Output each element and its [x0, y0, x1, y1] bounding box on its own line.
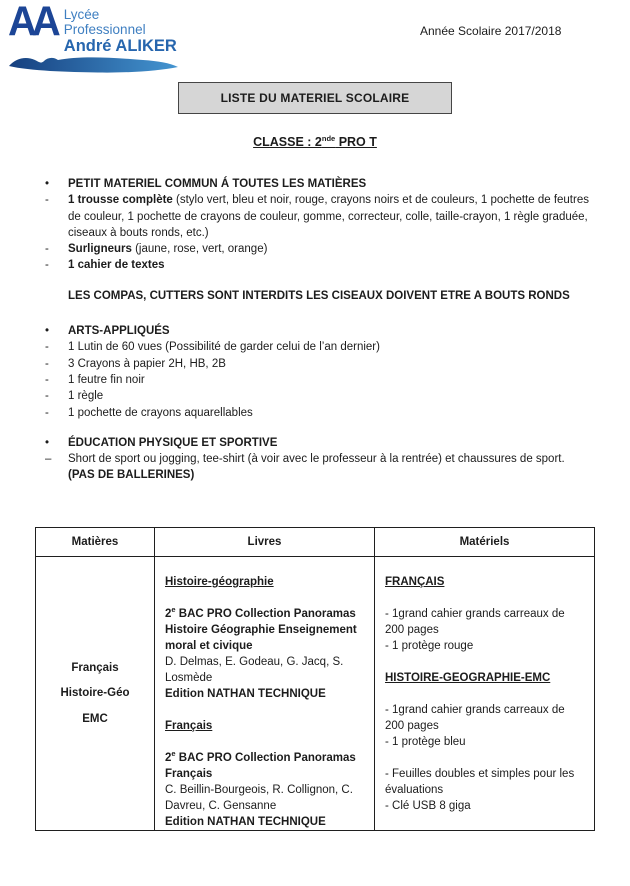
dash-marker: - — [45, 357, 49, 370]
list-item — [45, 451, 591, 484]
materiel-item: - Clé USB 8 giga — [385, 800, 471, 812]
book-edition: Edition NATHAN TECHNIQUE — [165, 816, 326, 828]
list-item-text — [68, 405, 591, 421]
section-title-row — [45, 176, 591, 192]
table-header-row — [36, 528, 594, 557]
book-grade-number: 2 — [165, 608, 172, 620]
list-item-text — [68, 451, 591, 484]
subject-label: Français — [71, 662, 119, 675]
materiel-item: - 1 protège rouge — [385, 640, 474, 652]
cell-matieres — [36, 557, 155, 830]
book-subject-title: Français — [165, 720, 213, 732]
item-pre: 3 Crayons à papier 2H, HB, 2B — [68, 357, 226, 370]
section-title: PETIT MATERIEL COMMUN Á TOUTES LES MATIÈRES — [68, 178, 367, 190]
list-item-text — [68, 192, 591, 241]
list-item-text — [68, 372, 591, 388]
bullet-marker: • — [45, 436, 50, 449]
document-body — [45, 176, 591, 484]
dash-marker: - — [45, 341, 49, 354]
materiel-subject-title: FRANÇAIS — [385, 576, 445, 588]
document-title-box — [178, 82, 452, 114]
book-grade-superscript: e — [171, 605, 176, 615]
document-title: LISTE DU MATERIEL SCOLAIRE — [220, 90, 410, 105]
class-prefix: CLASSE : 2 — [253, 135, 322, 149]
logo-initials: AA — [8, 0, 56, 46]
book-authors: C. Beillin-Bourgeois, R. Collignon, C. Davreu, C. Gensanne — [165, 784, 353, 812]
list-item — [45, 192, 591, 241]
materiel-subject-title: HISTOIRE-GEOGRAPHIE-EMC — [385, 672, 551, 684]
list-item-text — [68, 356, 591, 372]
school-logo-top — [8, 0, 184, 55]
warning-note: LES COMPAS, CUTTERS SONT INTERDITS LES CISEAUX DOIVENT ETRE A BOUTS RONDS — [68, 289, 570, 302]
dash-marker: - — [45, 243, 49, 256]
logo-subtitle: Lycée Professionnel — [63, 7, 146, 37]
class-superscript: nde — [321, 133, 336, 143]
dash-marker: - — [45, 194, 49, 207]
list-item-text — [68, 257, 591, 273]
item-pre: 1 Lutin de 60 vues (Possibilité de garder celui de l’an dernier) — [68, 341, 380, 354]
bullet-marker: • — [45, 178, 50, 190]
book-title-text: BAC PRO Collection Panoramas Histoire Géographie Enseignement moral et civique — [165, 608, 357, 652]
subject-label: EMC — [82, 712, 108, 725]
list-item — [45, 356, 591, 372]
school-logo — [8, 0, 184, 75]
book-grade-number: 2 — [165, 752, 172, 764]
list-item — [45, 405, 591, 421]
dash-marker: - — [45, 406, 49, 419]
cell-livres — [155, 557, 375, 830]
materials-table — [35, 527, 595, 831]
logo-school-name: André ALIKER — [63, 37, 177, 55]
dash-marker: - — [45, 373, 49, 386]
list-item — [45, 372, 591, 388]
section-petit-materiel — [45, 176, 591, 274]
header-livres: Livres — [155, 528, 375, 557]
item-rest: (stylo vert, bleu et noir, rouge, crayons noirs et de couleurs, 1 pochette de feutres de couleur, 1 pochette de crayons de couleur, gomme, correcteur, colle, taille-crayon, 1 règle graduée, ciseaux à bouts ronds, etc.) — [68, 194, 589, 239]
list-item — [45, 241, 591, 257]
bullet-marker: • — [45, 325, 50, 338]
materiel-item: - 1grand cahier grands carreaux de 200 pages — [385, 704, 565, 732]
list-item-text — [68, 388, 591, 404]
item-bold: (PAS DE BALLERINES) — [68, 469, 195, 482]
section-title-row — [45, 323, 591, 339]
book-subject-title: Histoire-géographie — [165, 576, 274, 588]
book-title-text: BAC PRO Collection Panoramas Français — [165, 752, 356, 780]
class-label — [253, 135, 377, 149]
header-matieres: Matières — [36, 528, 155, 557]
logo-wave-icon — [8, 55, 180, 75]
book-title — [165, 750, 366, 782]
book-edition: Edition NATHAN TECHNIQUE — [165, 688, 326, 700]
section-title: ÉDUCATION PHYSIQUE ET SPORTIVE — [68, 436, 278, 449]
dash-marker: - — [45, 259, 49, 272]
materiel-item: - 1grand cahier grands carreaux de 200 pages — [385, 608, 565, 636]
table-body-row — [36, 557, 594, 830]
list-item-text — [68, 241, 591, 257]
item-bold: 1 cahier de textes — [68, 259, 165, 272]
list-item — [45, 388, 591, 404]
item-bold: 1 trousse complète — [68, 194, 173, 207]
item-pre: 1 pochette de crayons aquarellables — [68, 406, 253, 419]
list-item-text — [68, 339, 591, 355]
section-title-row — [45, 435, 591, 451]
section-eps — [45, 435, 591, 484]
materiel-item: - Feuilles doubles et simples pour les évaluations — [385, 768, 575, 796]
book-authors: D. Delmas, E. Godeau, G. Jacq, S. Losmède — [165, 656, 344, 684]
dash-marker: – — [45, 453, 52, 466]
section-arts-appliques — [45, 323, 591, 421]
dash-marker: - — [45, 390, 49, 403]
header-materiels: Matériels — [375, 528, 594, 557]
list-item — [45, 339, 591, 355]
item-rest: (jaune, rose, vert, orange) — [131, 243, 268, 256]
logo-text — [64, 4, 184, 55]
book-title — [165, 606, 366, 654]
book-grade-superscript: e — [171, 749, 176, 759]
subject-label: Histoire-Géo — [60, 687, 130, 700]
item-pre: 1 règle — [68, 390, 104, 403]
school-year: Année Scolaire 2017/2018 — [420, 24, 562, 38]
list-item — [45, 257, 591, 273]
class-suffix: PRO T — [335, 135, 377, 149]
section-title: ARTS-APPLIQUÉS — [68, 325, 170, 338]
item-bold: Surligneurs — [68, 243, 132, 256]
cell-materiels — [375, 557, 594, 830]
item-pre: Short de sport ou jogging, tee-shirt (à voir avec le professeur à la rentrée) et chaussures de sport. — [68, 453, 565, 466]
item-pre: 1 feutre fin noir — [68, 373, 145, 386]
materiel-item: - 1 protège bleu — [385, 736, 466, 748]
class-line — [0, 134, 630, 150]
